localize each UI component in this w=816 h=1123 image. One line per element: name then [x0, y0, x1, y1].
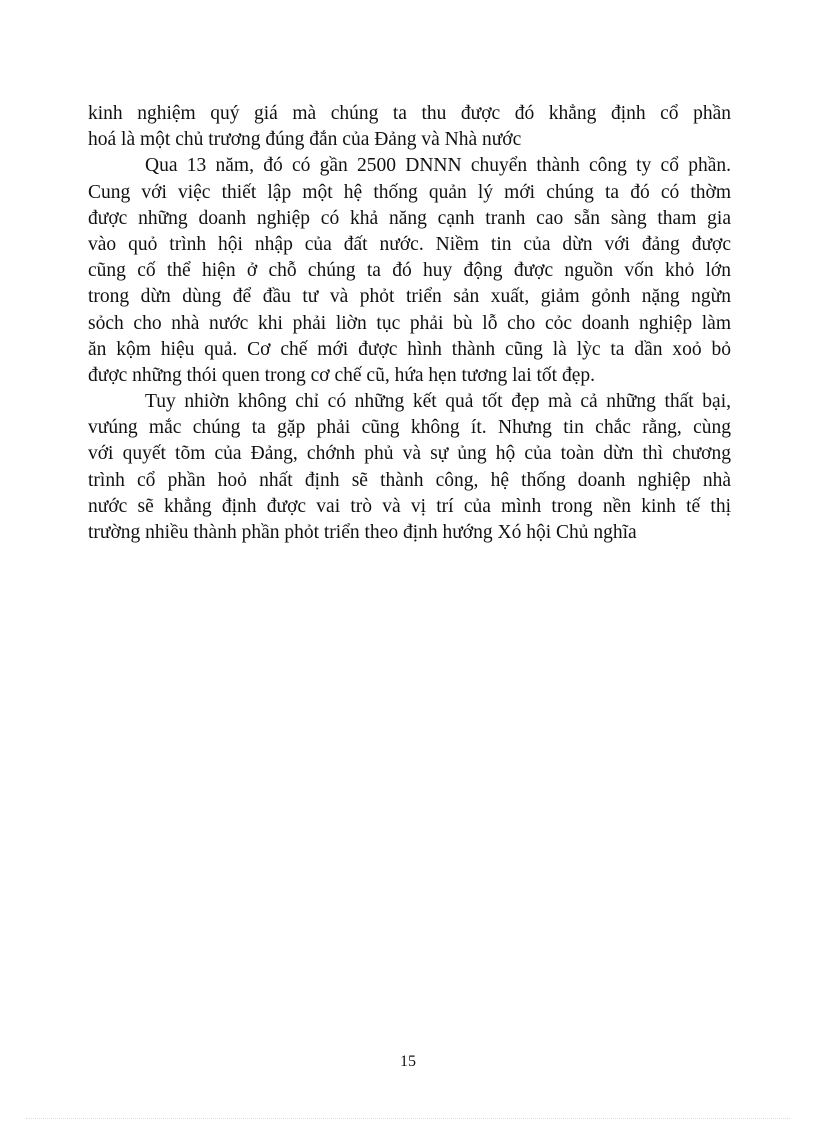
text-line: kinh nghiệm quý giá mà chúng ta thu được đó khẳng định cổ phần [88, 103, 731, 124]
text-line: ăn kộm hiệu quả. Cơ chế mới được hình thành cũng là lỳc ta dần xoỏ bỏ [88, 338, 731, 360]
text-line: trình cổ phần hoỏ nhất định sẽ thành công, hệ thống doanh nghiệp nhà [88, 469, 731, 491]
paragraph-2 [88, 153, 731, 389]
text-line: Qua 13 năm, đó có gần 2500 DNNN chuyển thành công ty cổ phần. [145, 155, 731, 177]
text-line: Tuy nhiờn không chỉ có những kết quả tốt đẹp mà cả những thất bại, [145, 391, 731, 413]
page-bottom-divider [26, 1118, 790, 1119]
text-line: vưúng mắc chúng ta gặp phải cũng không ít. Nhưng tin chắc rằng, cùng [88, 417, 731, 439]
text-line: trong dừn dùng để đầu tư và phỏt triển sản xuất, giảm gỏnh nặng ngừn [88, 286, 731, 308]
text-line: được những doanh nghiệp có khả năng cạnh tranh cao sẵn sàng tham gia [88, 207, 731, 229]
text-line: được những thói quen trong cơ chế cũ, hứa hẹn tương lai tốt đẹp. [88, 364, 595, 386]
body-text [88, 101, 731, 546]
paragraph-3 [88, 389, 731, 546]
text-line: nước sẽ khẳng định được vai trò và vị trí của mình trong nền kinh tế thị [88, 495, 731, 517]
text-line: vào quỏ trình hội nhập của đất nước. Niềm tin của dừn với đảng được [88, 233, 731, 255]
text-line: cũng cố thể hiện ở chỗ chúng ta đó huy động được nguồn vốn khỏ lớn [88, 260, 731, 282]
page-number: 15 [400, 1053, 416, 1070]
text-line: trường nhiều thành phần phỏt triển theo định hướng Xó hội Chủ nghĩa [88, 522, 637, 543]
text-line: hoá là một chủ trương đúng đắn của Đảng và Nhà nước [88, 129, 522, 151]
text-line: sỏch cho nhà nước khi phải liờn tục phải bù lỗ cho cỏc doanh nghiệp làm [88, 312, 731, 334]
text-line: Cung với việc thiết lập một hệ thống quản lý mới chúng ta đó có thờm [88, 181, 731, 203]
paragraph-1 [88, 101, 731, 153]
text-line: với quyết tõm của Đảng, chớnh phủ và sự ủng hộ của toàn dừn thì chương [88, 443, 731, 465]
